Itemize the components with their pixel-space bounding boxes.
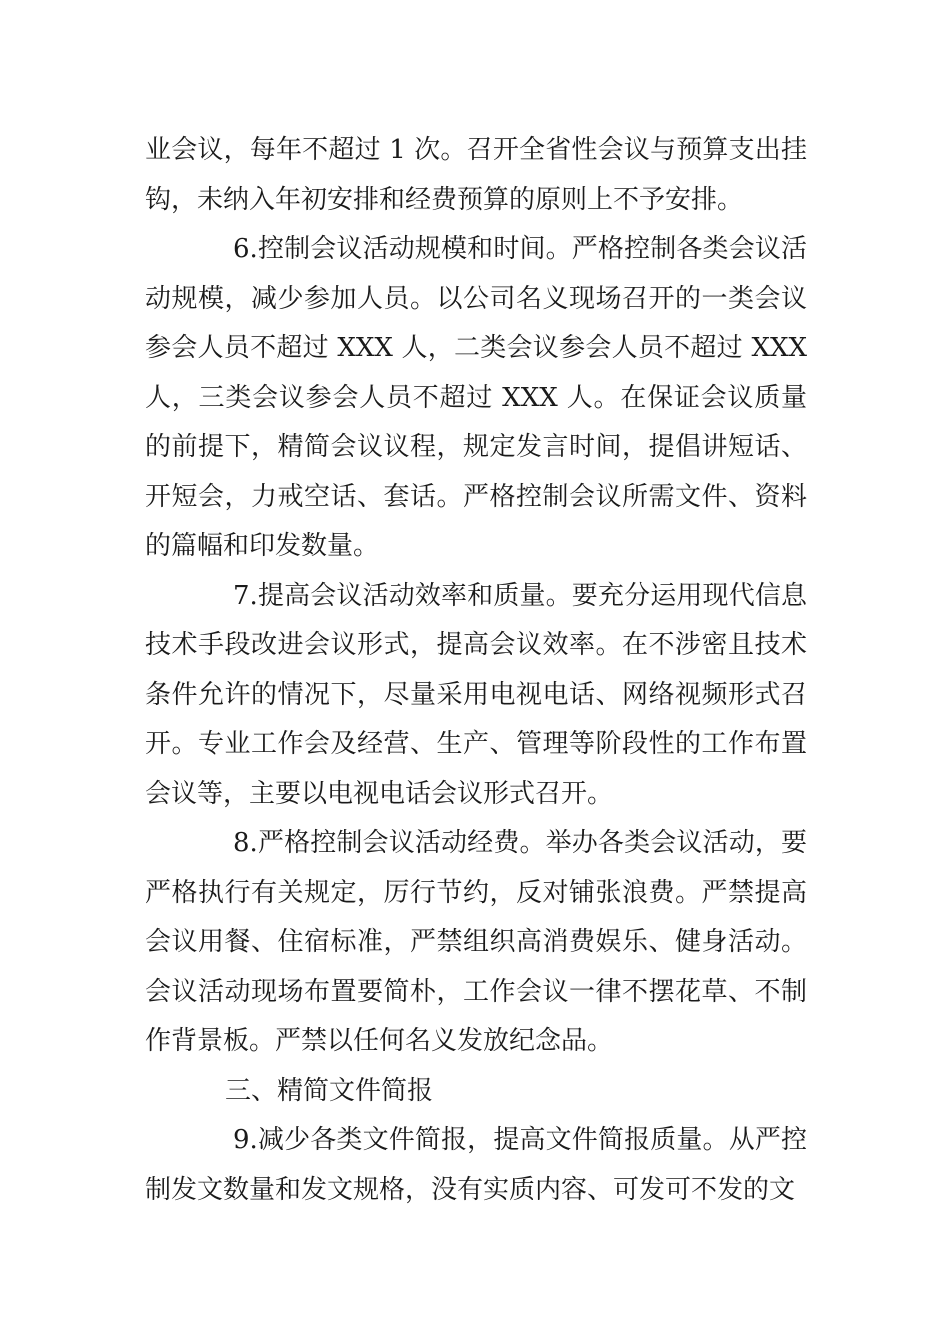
paragraph-meeting-limits-continued: 业会议，每年不超过 1 次。召开全省性会议与预算支出挂钩，未纳入年初安排和经费预算的原则上不予安排。: [145, 135, 807, 215]
paragraph-item-8-meeting-funding: 8.严格控制会议活动经费。举办各类会议活动，要严格执行有关规定，厉行节约，反对铺张浪费。严禁提高会议用餐、住宿标准，严禁组织高消费娱乐、健身活动。会议活动现场布置要简朴，工作会议一律不摆花草、不制作背景板。严禁以任何名义发放纪念品。: [145, 828, 807, 1056]
paragraph-item-7-meeting-efficiency: 7.提高会议活动效率和质量。要充分运用现代信息技术手段改进会议形式，提高会议效率。在不涉密且技术条件允许的情况下，尽量采用电视电话、网络视频形式召开。专业工作会及经营、生产、管理等阶段性的工作布置会议等，主要以电视电话会议形式召开。: [145, 580, 807, 809]
section-heading-simplify-documents: 三、精简文件简报: [225, 1075, 434, 1106]
paragraph-item-6-meeting-scale: 6.控制会议活动规模和时间。严格控制各类会议活动规模，减少参加人员。以公司名义现场召开的一类会议参会人员不超过 XXX 人，二类会议参会人员不超过 XXX 人，三类会议参会人员不超过 XXX 人。在保证会议质量的前提下，精简会议议程，规定发言时间，提倡讲短话、开短会，力戒空话、套话。严格控制会议所需文件、资料的篇幅和印发数量。: [145, 234, 807, 561]
paragraph-item-9-reduce-documents: 9.减少各类文件简报，提高文件简报质量。从严控制发文数量和发文规格，没有实质内容、可发可不发的文: [145, 1125, 807, 1205]
document-page: [145, 126, 807, 1215]
